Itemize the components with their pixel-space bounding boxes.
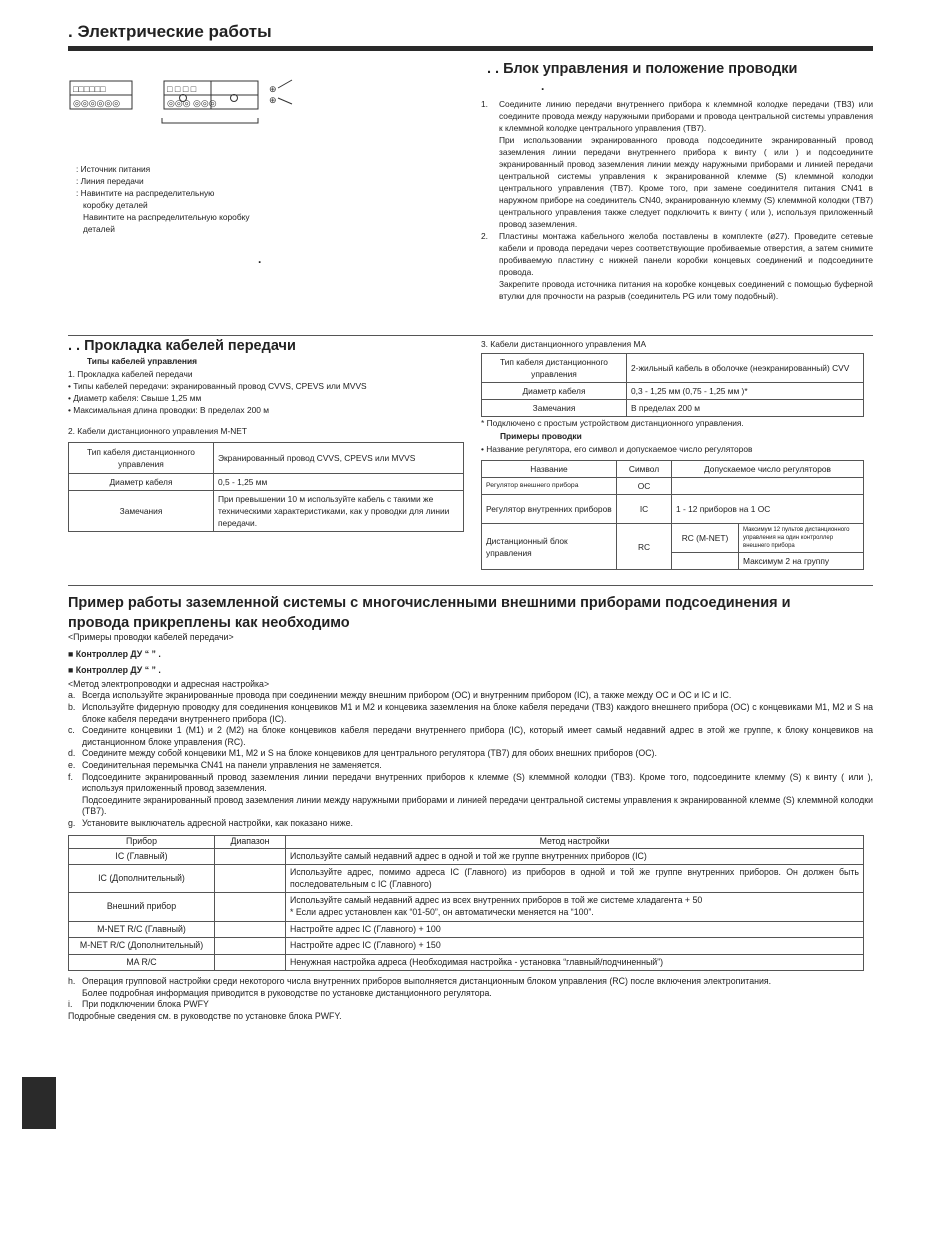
terminal-block-diagram [68,76,308,132]
legend-item-cont: деталей [83,224,115,234]
list-item: a. Всегда используйте экранированные провода при соединении между внешним прибором (OC) и внутренним прибором (IC), а также между OC и OC и IC и IC. [68,690,732,701]
list-item-cont: Подробные сведения см. в руководстве по установке блока PWFY. [68,1010,342,1021]
list-item: • Диаметр кабеля: Свыше 1,25 мм [68,393,202,403]
ma-heading: 3. Кабели дистанционного управления MA [481,339,647,349]
example-title: Пример работы заземленной системы с многочисленными внешними приборами подсоединения и провода прикреплены как необходимо [68,595,791,631]
list-item: • Максимальная длина проводки: В пределах 200 м [68,405,270,415]
list-item: i. При подключении блока PWFY [68,999,209,1010]
subsection-label: <Примеры проводки кабелей передачи> [68,632,234,642]
regulator-table [481,460,864,570]
list-item: e. Соединительная перемычка CN41 на панели управления не заменяется. [68,759,382,770]
legend-item-cont: коробку деталей [83,200,148,210]
legend-item-cont: Навинтите на распределительную коробку [83,212,250,222]
table-row: IC (Главный) Используйте самый недавний адрес в одной и той же группе внутренних приборов (IC) [69,848,864,865]
table-row: Внешний прибор Используйте самый недавний адрес из всех внутренних приборов в той же системе хладагента + 50 * Если адрес установлен как “01-50”, он автоматически меняется на “100”. [69,893,864,921]
table-row: MA R/C Ненужная настройка адреса (Необходимая настройка - установка “главный/подчиненный”) [69,954,864,971]
list-item: d. Соедините между собой концевики M1, M2 и S на блоке концевиков для центрального регулятора (TB7) для обоих внешних приборов (OC). [68,748,657,759]
table-row: IC (Дополнительный) Используйте адрес, помимо адреса IC (Главного) из приборов в одной и той же группе внутренних приборов. Он должен быть последовательным с IC (Главного) [69,865,864,893]
list-item: 1. Соедините линию передачи внутреннего прибора к клеммной колодке передачи (TB3) или соедините провода между наружными приборами и провода центральной системы управления к клеммной колодке центрального управления (TB7). [481,99,873,133]
table-row: Диаметр кабеля 0,3 - 1,25 мм (0,75 - 1,25 мм )* [482,383,864,400]
list-item: h. Операция групповой настройки среди некоторого числа внутренних приборов выполняется дистанционным блоком управления (RC) после включения электропитания. [68,976,772,986]
legend [76,163,276,235]
subsection-label: <Метод электропроводки и адресная настройка> [68,678,270,689]
cables-list [68,368,468,416]
control-box-heading: . . Блок управления и положение проводки [487,61,798,77]
example-body [68,632,873,830]
list-item: При использовании экранированного провода подсоедините экранированный провод заземления линии передачи внутреннего прибора к винту ( или ) и подсоедините экранированный провод заземления линии между наружными приборами и линией передачи центральной системы управления к экранированной клемме (S) клеммной колодки центрального управления (TB7). Кроме того, при замене соединителя питания CN41 в наружном приборе на соединитель CN40, экранированную клемму (S) клеммной колодки (TB7) центрального управления также следует подключить к винту ( или ), используя приложенный провод заземления. [499,135,873,229]
table-row: Тип кабеля дистанционного управления Экранированный провод CVVS, CPEVS или MVVS [69,443,464,474]
mnet-table [68,442,464,532]
legend-item: : Источник питания [76,164,151,174]
section-divider [68,585,873,586]
legend-item: : Линия передачи [76,176,144,186]
examples-heading: Примеры проводки [500,431,582,441]
mnet-heading: 2. Кабели дистанционного управления M-NET [68,426,248,436]
svg-text:◎◎◎◎◎◎: ◎◎◎◎◎◎ [73,98,121,108]
control-box-dot: . [541,79,545,93]
list-item: Закрепите провода источника питания на коробке концевых соединений с помощью буферной втулки для прочности на разрыв (соединитель PG или тому подобный). [499,279,873,301]
list-item: g. Установите выключатель адресной настройки, как показано ниже. [68,817,353,828]
svg-text:⊕: ⊕ [269,84,277,94]
address-table [68,835,864,971]
svg-text:⊕: ⊕ [269,95,277,105]
list-item: f. Подсоедините экранированный провод заземления линии передачи внутренних приборов к клемме (S) клеммной колодки (TB3). Кроме того, подсоедините клемму (S) к винту ( или ), используя приложенный провод заземления. [68,771,873,794]
table-row: Диаметр кабеля 0,5 - 1,25 мм [69,474,464,491]
legend-item: : Навинтите на распределительную [76,188,215,198]
table-row: Замечания При превышении 10 м используйте кабель с такими же техническими характеристиками, как у проводки для линии передачи. [69,491,464,532]
table-row: M-NET R/C (Главный) Настройте адрес IC (Главного) + 100 [69,921,864,938]
list-item: c. Соедините концевики 1 (M1) и 2 (M2) на блоке концевиков кабеля передачи внутреннего прибора (IC), который имеет самый недавний адрес в этой же группе, к блоку концевиков на дистанционном блоке управления (RC). [68,725,873,747]
page-tab-marker [22,1077,56,1129]
controller-line: ■ Контроллер ДУ “ ” . [68,665,161,676]
table-row: Название Символ Допускаемое число регуляторов [482,461,864,478]
cables-heading: . . Прокладка кабелей передачи [68,338,296,354]
table-row: Дистанционный блок управления RC RC (M-NET) Максимум 12 пультов дистанционного управления на один контроллер внешнего прибора [482,524,864,553]
table-row: M-NET R/C (Дополнительный) Настройте адрес IC (Главного) + 150 [69,938,864,955]
ma-table [481,353,864,417]
page-title: . Электрические работы [68,22,272,41]
table-row: Прибор Диапазон Метод настройки [69,836,864,849]
table-row: Тип кабеля дистанционного управления 2-жильный кабель в оболочке (неэкранированный) CVV [482,354,864,383]
control-box-text [481,98,873,302]
examples-line: • Название регулятора, его символ и допускаемое число регуляторов [481,444,753,454]
ma-note: * Подключено с простым устройством дистанционного управления. [481,418,744,428]
svg-text:□ □ □ □: □ □ □ □ [167,84,197,94]
svg-text:◎◎◎ ◎◎◎: ◎◎◎ ◎◎◎ [167,98,217,108]
list-item: • Типы кабелей передачи: экранированный провод CVVS, CPEVS или MVVS [68,381,367,391]
table-row: Регулятор внешнего прибора OC [482,478,864,495]
cables-subheading: Типы кабелей управления [87,356,197,366]
table-row: Замечания В пределах 200 м [482,400,864,417]
legend-dot: . [258,252,262,266]
list-item: 2. Пластины монтажа кабельного желоба поставлены в комплекте (ø27). Проведите сетевые кабели и провода передачи через соответствующие пробиваемые отверстия, а затем снимите пробиваемую пластину с нижней панели коробки концевых соединений и подсоедините провода. [481,231,873,277]
header-rule [68,46,873,51]
list-item-cont: Более подробная информация приводится в руководстве по установке дистанционного регулятора. [82,987,492,998]
example-footer [68,976,873,1022]
list-item: 1. Прокладка кабелей передачи [68,369,193,379]
controller-line: ■ Контроллер ДУ “ ” . [68,648,161,659]
section-divider [68,335,873,336]
list-item: b. Используйте фидерную проводку для соединения концевиков M1 и M2 и концевика заземления на блоке кабеля передачи (TB3) каждого внешнего прибора (OC) с концевиками M1, M2 и S на блоке кабеля передачи внутреннего прибора (IC). [68,701,873,724]
table-row: Максимум 2 на группу [482,553,864,570]
svg-text:□□□□□□: □□□□□□ [73,84,106,94]
list-item: Подсоедините экранированный провод заземления линии между наружными приборами и линией передачи центральной системы управления к экранированной клемме (S) клеммной колодки (TB7). [82,794,873,817]
table-row: Регулятор внутренних приборов IC 1 - 12 приборов на 1 OC [482,495,864,524]
